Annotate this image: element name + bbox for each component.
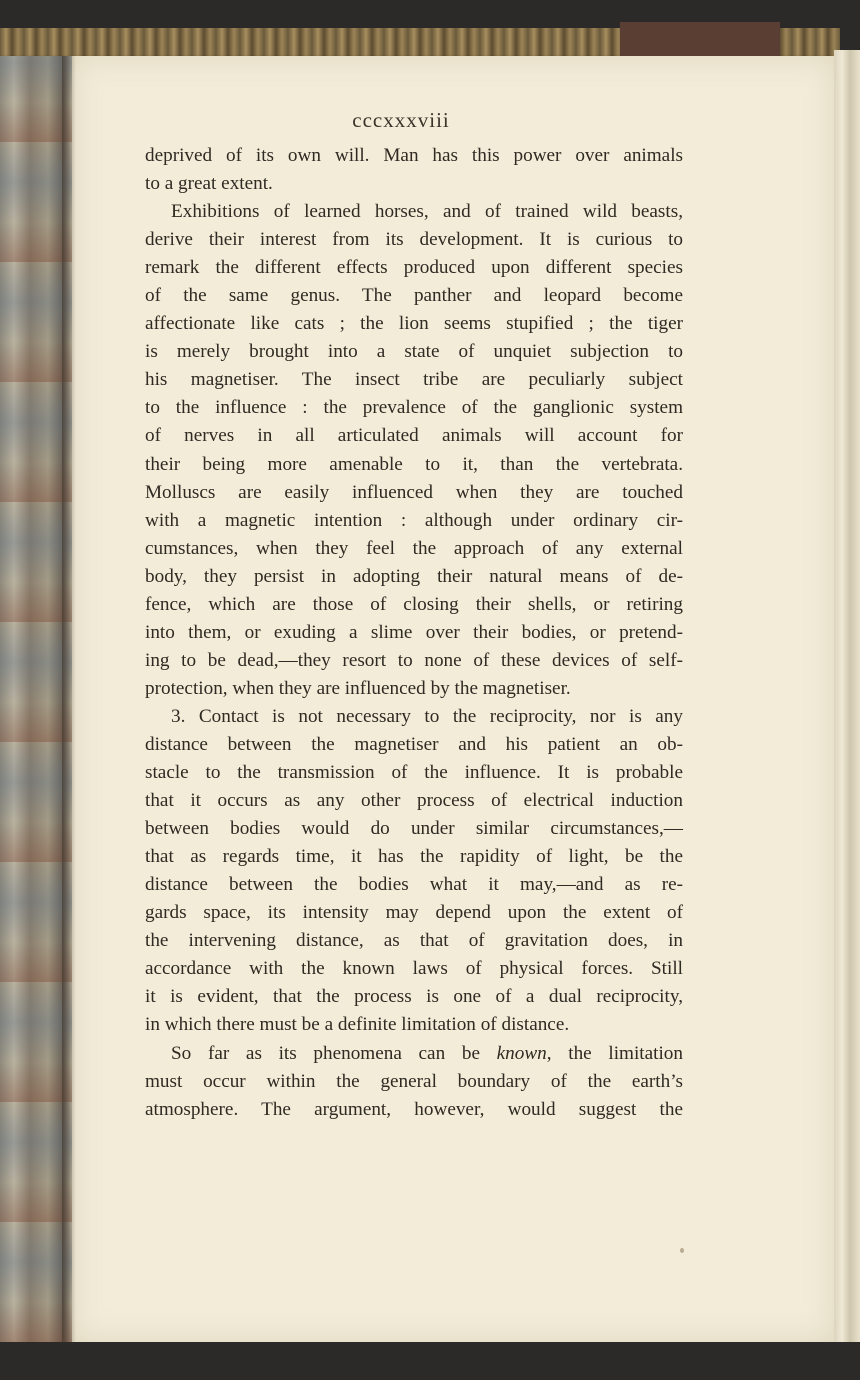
text-line: 3. Contact is not necessary to the reciprocity, nor is any xyxy=(171,705,683,727)
text-line: distance between the bodies what it may,—and as re- xyxy=(145,874,683,896)
text-fragment: So far as its phenomena can be xyxy=(171,1042,497,1064)
text-line: ing to be dead,—they resort to none of these devices of self- xyxy=(145,649,683,671)
page-body-text xyxy=(145,142,683,1124)
text-line: derive their interest from its development. It is curious to xyxy=(145,229,683,251)
text-line: with a magnetic intention : although under ordinary cir- xyxy=(145,509,683,531)
text-line: his magnetiser. The insect tribe are peculiarly subject xyxy=(145,369,683,391)
book-cover xyxy=(620,22,780,58)
text-line: must occur within the general boundary of the earth’s xyxy=(145,1070,683,1092)
text-line: that it occurs as any other process of electrical induction xyxy=(145,790,683,812)
text-line: it is evident, that the process is one of a dual reciprocity, xyxy=(145,986,683,1008)
text-line: is merely brought into a state of unquiet subjection to xyxy=(145,341,683,363)
text-line: body, they persist in adopting their natural means of de- xyxy=(145,565,683,587)
text-fragment: , the limitation xyxy=(546,1042,683,1064)
text-line: fence, which are those of closing their shells, or retiring xyxy=(145,593,683,615)
italic-word: known xyxy=(496,1042,547,1064)
text-line xyxy=(145,1040,683,1068)
text-line: affectionate like cats ; the lion seems stupified ; the tiger xyxy=(145,313,683,335)
text-line: Exhibitions of learned horses, and of trained wild beasts, xyxy=(171,201,683,223)
text-line: the intervening distance, as that of gravitation does, in xyxy=(145,930,683,952)
spine-shadow xyxy=(62,56,76,1342)
text-line: distance between the magnetiser and his patient an ob- xyxy=(145,733,683,755)
text-line: in which there must be a definite limitation of distance. xyxy=(145,1014,570,1036)
text-line: cumstances, when they feel the approach of any external xyxy=(145,537,683,559)
text-line: gards space, its intensity may depend upon the extent of xyxy=(145,902,683,924)
text-line: Molluscs are easily influenced when they are touched xyxy=(145,481,683,503)
text-line: of the same genus. The panther and leopard become xyxy=(145,285,683,307)
text-line: atmosphere. The argument, however, would suggest the xyxy=(145,1098,683,1120)
text-line: protection, when they are influenced by the magnetiser. xyxy=(145,677,571,699)
page-number: cccxxxviii xyxy=(352,108,450,132)
paper-speck xyxy=(680,1248,684,1253)
right-page-edges xyxy=(834,50,860,1350)
text-line: that as regards time, it has the rapidity of light, be the xyxy=(145,846,683,868)
text-line: their being more amenable to it, than the vertebrata. xyxy=(145,453,683,475)
text-line: deprived of its own will. Man has this power over animals xyxy=(145,145,683,166)
text-line: to the influence : the prevalence of the ganglionic system xyxy=(145,397,683,419)
text-line: stacle to the transmission of the influence. It is probable xyxy=(145,762,683,784)
text-line: into them, or exuding a slime over their bodies, or pretend- xyxy=(145,621,683,643)
text-line: remark the different effects produced upon different species xyxy=(145,257,683,279)
text-line: of nerves in all articulated animals will account for xyxy=(145,425,683,447)
background-bottom xyxy=(0,1342,860,1380)
text-line: accordance with the known laws of physical forces. Still xyxy=(145,958,683,980)
text-line: between bodies would do under similar circumstances,— xyxy=(145,818,683,840)
text-line: to a great extent. xyxy=(145,173,273,195)
